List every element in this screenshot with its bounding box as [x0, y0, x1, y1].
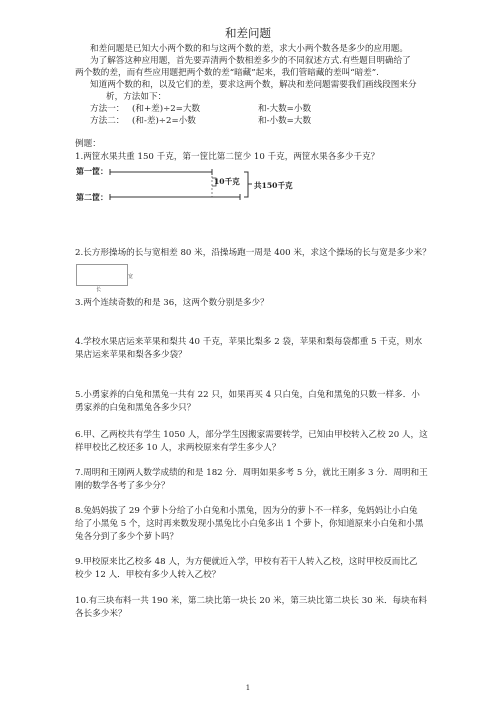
problem-5-line-1: 5.小勇家养的白兔和黑兔一共有 22 只，如果再买 4 只白兔，白兔和黑兔的只数一样多．小	[75, 390, 420, 400]
method-one-formula: (和+差)÷2=大数	[132, 104, 201, 114]
method-two-result: 和-小数=大数	[258, 116, 312, 126]
example-heading: 例题：	[75, 139, 101, 149]
method-two-formula: (和-差)÷2=小数	[132, 116, 196, 126]
problem-1: 1.两筐水果共重 150 千克，第一筐比第二筐少 10 千克，两筐水果各多少千克？	[75, 152, 380, 162]
problem-5-line-2: 勇家养的白兔和黑兔各多少只？	[75, 403, 196, 413]
problem-9-line-2: 校少 12 人．甲校有多少人转入乙校？	[75, 570, 221, 580]
problem-4-line-2: 果店运来苹果和梨各多少袋？	[75, 350, 187, 360]
rect-length-label: 长	[96, 287, 102, 293]
intro-line-5: 析，方法如下：	[106, 92, 167, 102]
intro-line-3: 两个数的差，而有些应用题把两个数的差“暗藏”起来，我们管暗藏的差叫“暗差”.	[75, 68, 379, 78]
total-bracket	[244, 172, 252, 197]
segment-diagram	[108, 164, 268, 204]
problem-6-line-2: 样甲校比乙校还多 10 人，求两校原来有学生多少人？	[75, 443, 281, 453]
diagram-box2-label: 第二筐：	[76, 192, 108, 202]
problem-7-line-2: 刚的数学各考了多少分？	[75, 481, 170, 491]
problem-9-line-1: 9.甲校原来比乙校多 48 人，为方便就近入学，甲校有若干人转入乙校，这时甲校反而比乙	[75, 557, 418, 567]
page-number: 1	[245, 684, 251, 692]
problem-8-line-3: 兔各分到了多少个萝卜吗？	[75, 532, 179, 542]
problem-10-line-1: 10.有三块布料一共 190 米，第二块比第一块长 20 米，第三块比第二块长 30 米．每块布料	[75, 596, 427, 606]
problem-7-line-1: 7.周明和王刚两人数学成绩的和是 182 分．周明如果多考 5 分，就比王刚多 3 分．周明和王	[75, 468, 428, 478]
intro-line-1: 和差问题是已知大小两个数的和与这两个数的差，求大小两个数各是多少的应用题。	[90, 44, 408, 54]
method-one-label: 方法一：	[90, 104, 125, 114]
problem-10-line-2: 各长多少米？	[75, 609, 127, 619]
problem-3: 3.两个连续奇数的和是 36，这两个数分别是多少？	[75, 298, 269, 308]
page-title: 和差问题	[225, 26, 271, 40]
diagram-total-label: 共150千克	[254, 181, 293, 190]
diagram-diff-label: 10千克	[214, 177, 240, 186]
rect-width-label: 宽	[128, 274, 134, 280]
diagram-box1-label: 第一筐：	[76, 166, 108, 176]
method-one-result: 和-大数=小数	[258, 104, 312, 114]
problem-6-line-1: 6.甲、乙两校共有学生 1050 人，部分学生因搬家需要转学，已知由甲校转入乙校 20 人，这	[75, 430, 428, 440]
problem-4-line-1: 4.学校水果店运来苹果和梨共 40 千克，苹果比梨多 2 袋，苹果和梨每袋都重 5 千克，则水	[75, 337, 423, 347]
intro-line-4: 知道两个数的和，以及它们的差，要求这两个数，解决和差问题需要我们画线段图来分	[90, 80, 417, 90]
problem-8-line-2: 给了小黑兔 5 个，这时再来数发现小黑兔比小白兔多出 1 个萝卜，你知道原来小白兔和小黑	[75, 519, 424, 529]
playground-rectangle	[76, 264, 128, 286]
method-two-label: 方法二：	[90, 116, 125, 126]
problem-8-line-1: 8.兔妈妈拔了 29 个萝卜分给了小白兔和小黑兔，因为分的萝卜不一样多，兔妈妈让小白兔	[75, 506, 418, 516]
problem-2: 2.长方形操场的长与宽相差 80 米，沿操场跑一周是 400 米，求这个操场的长与宽是多少米？	[75, 248, 431, 258]
intro-line-2: 为了解答这种应用题，首先要弄清两个数相差多少的不同叙述方式.有些题目明确给了	[90, 56, 411, 66]
